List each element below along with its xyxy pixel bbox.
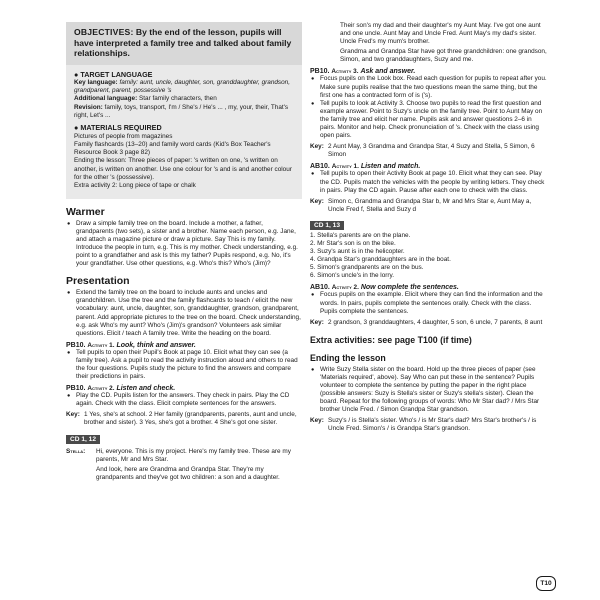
ab10-activity-1-heading: AB10. Activity 1. Listen and match.: [310, 163, 421, 171]
materials-line: Pictures of people from magazines: [74, 132, 173, 140]
presentation-heading: Presentation: [66, 275, 130, 288]
revision-language: Revision: family, toys, transport, I'm / She's / He's ... , my, your, their, That's right, Let's ...: [74, 103, 289, 119]
ending-key: Key: Suzy's / is Stella's sister. Who's / is Mr Star's dad? Mrs Star's brother's / is Uncle Fred. Simon's / is Grandpa Star's grandson.: [310, 417, 537, 433]
ab10-activity-2-bullet: ● Focus pupils on the example. Elicit where they can find the information and the words. In pairs, pupils complete the sentences orally. Check with the class. Pupils complete the sentences.: [310, 291, 548, 315]
additional-language: Additional language: Star family characters, then: [74, 95, 217, 103]
pb10-activity-1-heading: PB10. Activity 1. Look, think and answer.: [66, 341, 196, 349]
cd12-transcript: [66, 448, 302, 482]
language-materials-box: [66, 65, 302, 199]
speaker-label: Stella:: [66, 447, 86, 455]
ab10-activity-2-heading: AB10. Activity 2. Now complete the sentences.: [310, 284, 459, 292]
transcript-line: 3. Suzy's aunt is in the helicopter.: [310, 248, 405, 256]
pb10-activity-2-key: Key: 1 Yes, she's at school. 2 Her family (grandparents, parents, aunt and uncle, brother and sister). 3 Yes, she's got a brother. 4 She's got one sister.: [66, 411, 297, 427]
ab10-activity-2-key: Key: 2 grandson, 3 granddaughters, 4 daughter, 5 son, 6 uncle, 7 parents, 8 aunt: [310, 318, 543, 326]
ab10-activity-1-key: Key: Simon c, Grandma and Grandpa Star b, Mr and Mrs Star e, Aunt May a, Uncle Fred f, Stella and Suzy d: [310, 197, 532, 213]
pb10-activity-3-bullet: ● Tell pupils to look at Activity 3. Choose two pupils to read the first question and example answer. Point to Suzy's uncle on the family tree. Point to Aunt May on the family tree and elicit her name. Pupils ask and answer questions 2–6 in pairs. Monitor and help. Check pronunciation of 's. Check with the class using open pairs.: [310, 100, 548, 140]
ab10-activity-1-bullet: ● Tell pupils to open their Activity Book at page 10. Elicit what they can see. Play the CD. Pupils match the vehicles with the people by writing letters. They check in pairs. Play the CD again. Pause after each one to check with the class.: [310, 170, 548, 194]
transcript-line: 2. Mr Star's son is on the bike.: [310, 239, 396, 247]
objectives-label: OBJECTIVES:: [74, 27, 134, 37]
pb10-activity-2-bullet: ● Play the CD. Pupils listen for the answers. They check in pairs. Play the CD again. Check with the class. Elicit complete sentences for the answers.: [66, 392, 302, 408]
transcript-line: And look, here are Grandma and Grandpa Star. They're my grandparents and they've got two children: a son and a daughter.: [96, 465, 280, 481]
right-column: [310, 22, 548, 434]
cd-track-label: CD 1, 13: [310, 221, 344, 230]
transcript-line: Their son's my dad and their daughter's my Aunt May. I've got one aunt and one uncle. Aunt May and Uncle Fred. Aunt May's my dad's sister. Uncle Fred's my mum's brother.: [340, 22, 541, 46]
ending-heading: Ending the lesson: [310, 352, 386, 363]
transcript-line: Hi, everyone. This is my project. Here's my family tree. These are my parents, Mr and Mrs Star.: [96, 447, 291, 463]
pb10-activity-2-heading: PB10. Activity 2. Listen and check.: [66, 385, 176, 393]
cd13-transcript: [310, 232, 548, 281]
objectives-text: By the end of the lesson, pupils will have interpreted a family tree and talked about family relationships.: [74, 27, 292, 58]
page-number: T10: [536, 576, 556, 591]
materials-line: Family flashcards (13–20) and family word cards (Kid's Box Teacher's Resource Book 3 page 82): [74, 140, 271, 157]
left-column: [66, 22, 302, 484]
pb10-activity-3-heading: PB10. Activity 3. Ask and answer.: [310, 68, 416, 76]
transcript-line: Grandma and Grandpa Star have got three grandchildren: one grandson, Simon, and two granddaughters, Suzy and me.: [340, 48, 547, 64]
transcript-line: 1. Stella's parents are on the plane.: [310, 231, 411, 239]
cd-track-label: CD 1, 12: [66, 435, 100, 444]
transcript-line: 4. Grandpa Star's granddaughters are in the boat.: [310, 256, 451, 264]
pb10-activity-3-key: Key: 2 Aunt May, 3 Grandma and Grandpa Star, 4 Suzy and Stella, 5 Simon, 6 Simon: [310, 143, 535, 159]
presentation-bullet: ● Extend the family tree on the board to include aunts and uncles and grandchildren. Use the tree and the family flashcards to teach / elicit the new vocabulary: aunt, uncle, daughter, son, granddaughter, grandson, grandparent, parent. Add appropriate pictures to the tree on the board. Check understanding, e.g. ask Who's my aunt? Who's (Jim)'s grandson? Volunteers ask similar questions. Elicit / teach A family tree. Write the heading on the board.: [66, 289, 302, 338]
objectives-box: [66, 22, 302, 65]
materials-line: Ending the lesson: Three pieces of paper: 's written on one, 's written on another, is written on another. Use one colour for 's and is and another colour for the other 's (possessive).: [74, 157, 292, 182]
transcript-line: 5. Simon's grandparents are on the bus.: [310, 264, 424, 272]
warmer-heading: Warmer: [66, 205, 105, 218]
pb10-activity-1-bullet: ● Tell pupils to open their Pupil's Book at page 10. Elicit what they can see (a family tree). Ask a pupil to read the activity instruction aloud and others to read the four questions. Pupils study the picture to find the answers and compare their predictions in pairs.: [66, 349, 302, 381]
target-language-heading: ● TARGET LANGUAGE: [74, 69, 153, 79]
pb10-activity-3-bullet: ● Focus pupils on the Look box. Read each question for pupils to repeat after you. Make sure pupils realise that the two questions mean the same thing, but the first one has a contracted form of is ('s).: [310, 75, 548, 99]
key-language: Key language: family: aunt, uncle, daughter, son, granddaughter, grandson, grandparent, parent, possessive 's: [74, 78, 291, 95]
transcript-line: 6. Simon's uncle's in the lorry.: [310, 272, 395, 280]
warmer-bullet: ● Draw a simple family tree on the board. Include a mother, a father, grandparents (two sets), a sister and a brother. Name each person, e.g. Jane, and attach a magazine picture or draw a picture. Say This is my family. Introduce the people in turn, e.g. This is my mother. Check understanding, e.g. point to a grandfather and ask Is this my father? Pupils respond, e.g. No, it's your grandfather. Use other questions, e.g. Who's this? Who's (Jim)?: [66, 220, 302, 269]
ending-bullet: ● Write Suzy Stella sister on the board. Hold up the three pieces of paper (see 'Materials required', above). Say Who can put these in the sentence? Pupils volunteer to complete the sentence by putting the paper in the right place (possible answers: Suzy is Stella's sister or Suzy's stella's sister). Clean the board. Repeat for the following groups of words: Who Mr Star dad? / Mrs Star brother Uncle Fred. / Simon Grandpa Star grandson.: [310, 366, 548, 415]
materials-line: Extra activity 2: Long piece of tape or chalk: [74, 182, 196, 190]
cd12-transcript-continued: [310, 22, 548, 64]
materials-heading: ● MATERIALS REQUIRED: [74, 123, 162, 133]
extra-activities-heading: Extra activities: see page T100 (if time): [310, 334, 472, 345]
